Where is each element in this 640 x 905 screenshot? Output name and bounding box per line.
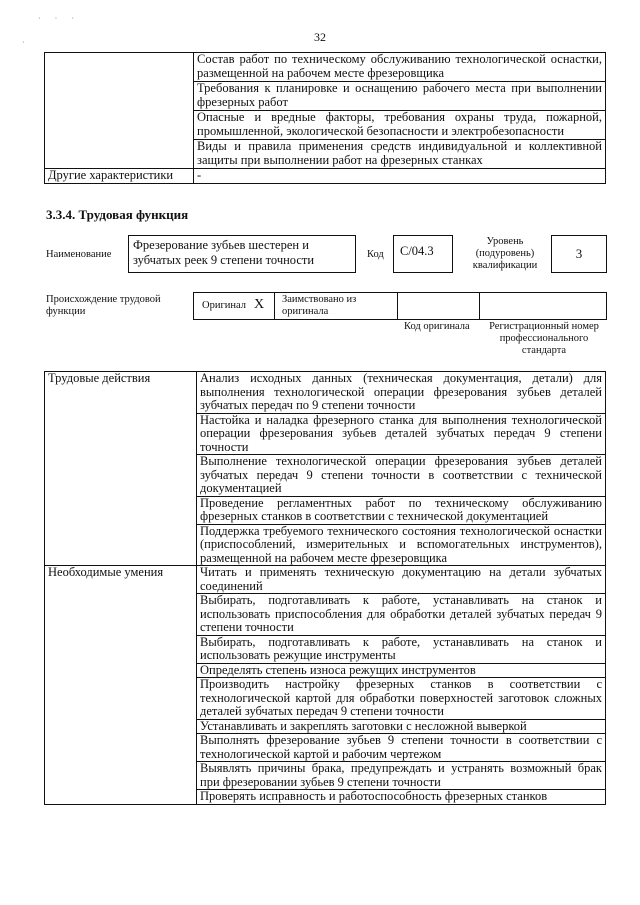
table-cell: Состав работ по техническому обслуживанию технологической оснастки, размещенной на рабочем месте фрезеровщика [194,53,606,82]
table-cell: Виды и правила применения средств индивидуальной и коллективной защиты при выполнении работ на фрезерных станках [194,140,606,169]
table-cell: Выбирать, подготавливать к работе, устанавливать на станок и использовать приспособления для обработки деталей зубчатых передач 9 степени точности [197,594,606,636]
table-cell: Выполнять фрезерование зубьев 9 степени точности в соответствии с технологической картой и рабочим чертежом [197,734,606,762]
scan-speck: · [22,38,25,47]
origin-box [193,292,607,320]
divider [274,292,275,320]
function-name-box [128,235,356,273]
table-cell: Настойка и наладка фрезерного станка для выполнения технологической операции фрезерования зубьев деталей зубчатых передач 9 степени точности [197,413,606,455]
divider [479,292,480,320]
code-original-label: Код оригинала [404,321,470,332]
table-row [45,53,606,82]
table-row [45,169,606,184]
top-table [44,52,606,184]
skills-label: Необходимые умения [45,566,197,805]
original-label: Оригинал [202,300,246,311]
table-cell: Читать и применять техническую документацию на детали зубчатых соединений [197,566,606,594]
table-row [45,372,606,414]
table-cell: Поддержка требуемого технического состояния технологической оснастки (приспособлений, измерительных и вспомогательных инструментов), размещенной на рабочем месте фрезеровщика [197,524,606,566]
labor-actions-label: Трудовые действия [45,372,197,566]
code-label: Код [367,249,384,260]
table-cell: Анализ исходных данных (техническая документация, детали) для выполнения технологической операции фрезерования зубьев деталей зубчатых передач по 9 степени точности [197,372,606,414]
code-box [393,235,453,273]
borrowed-label: Заимствовано из оригинала [282,294,357,317]
table-cell: - [194,169,606,184]
table-cell: Проведение регламентных работ по техническому обслуживанию фрезерных станков в соответствии с технической документацией [197,496,606,524]
table-cell: Производить настройку фрезерных станков в соответствии с технологической картой для обработки поверхностей заготовок сложных деталей зубчатых передач 9 степени точности [197,678,606,720]
level-box [551,235,607,273]
table-cell: Выявлять причины брака, предупреждать и устранять возможный брак при фрезеровании зубьев 9 степени точности [197,762,606,790]
work-table [44,371,606,805]
code-value: С/04.3 [400,244,434,258]
table-cell-empty [45,53,194,169]
page-number: 32 [314,30,326,44]
name-label: Наименование [46,249,112,260]
table-cell: Опасные и вредные факторы, требования охраны труда, пожарной, промышленной, экологической безопасности и электробезопасности [194,111,606,140]
table-cell: Устанавливать и закреплять заготовки с несложной выверкой [197,719,606,734]
table-cell: Определять степень износа режущих инструментов [197,663,606,678]
other-characteristics-label: Другие характеристики [45,169,194,184]
table-cell: Требования к планировке и оснащению рабочего места при выполнении фрезерных работ [194,82,606,111]
table-cell: Выполнение технологической операции фрезерования зубьев деталей зубчатых передач 9 степени точности в соответствии с технической документацией [197,455,606,497]
level-value: 3 [575,246,583,261]
section-title: 3.3.4. Трудовая функция [46,207,189,222]
table-cell: Проверять исправность и работоспособность фрезерных станков [197,790,606,805]
table-row [45,566,606,594]
scan-specks: · · · [38,14,80,23]
origin-label: Происхождение трудовой функции [46,294,161,317]
original-mark: X [254,297,265,312]
table-cell: Выбирать, подготавливать к работе, устанавливать на станок и использовать режущие инструменты [197,635,606,663]
level-label: Уровень (подуровень) квалификации [472,236,538,271]
reg-number-label: Регистрационный номер профессионального стандарта [489,321,599,356]
divider [397,292,398,320]
function-name-value: Фрезерование зубьев шестерен и зубчатых реек 9 степени точности [133,238,315,267]
